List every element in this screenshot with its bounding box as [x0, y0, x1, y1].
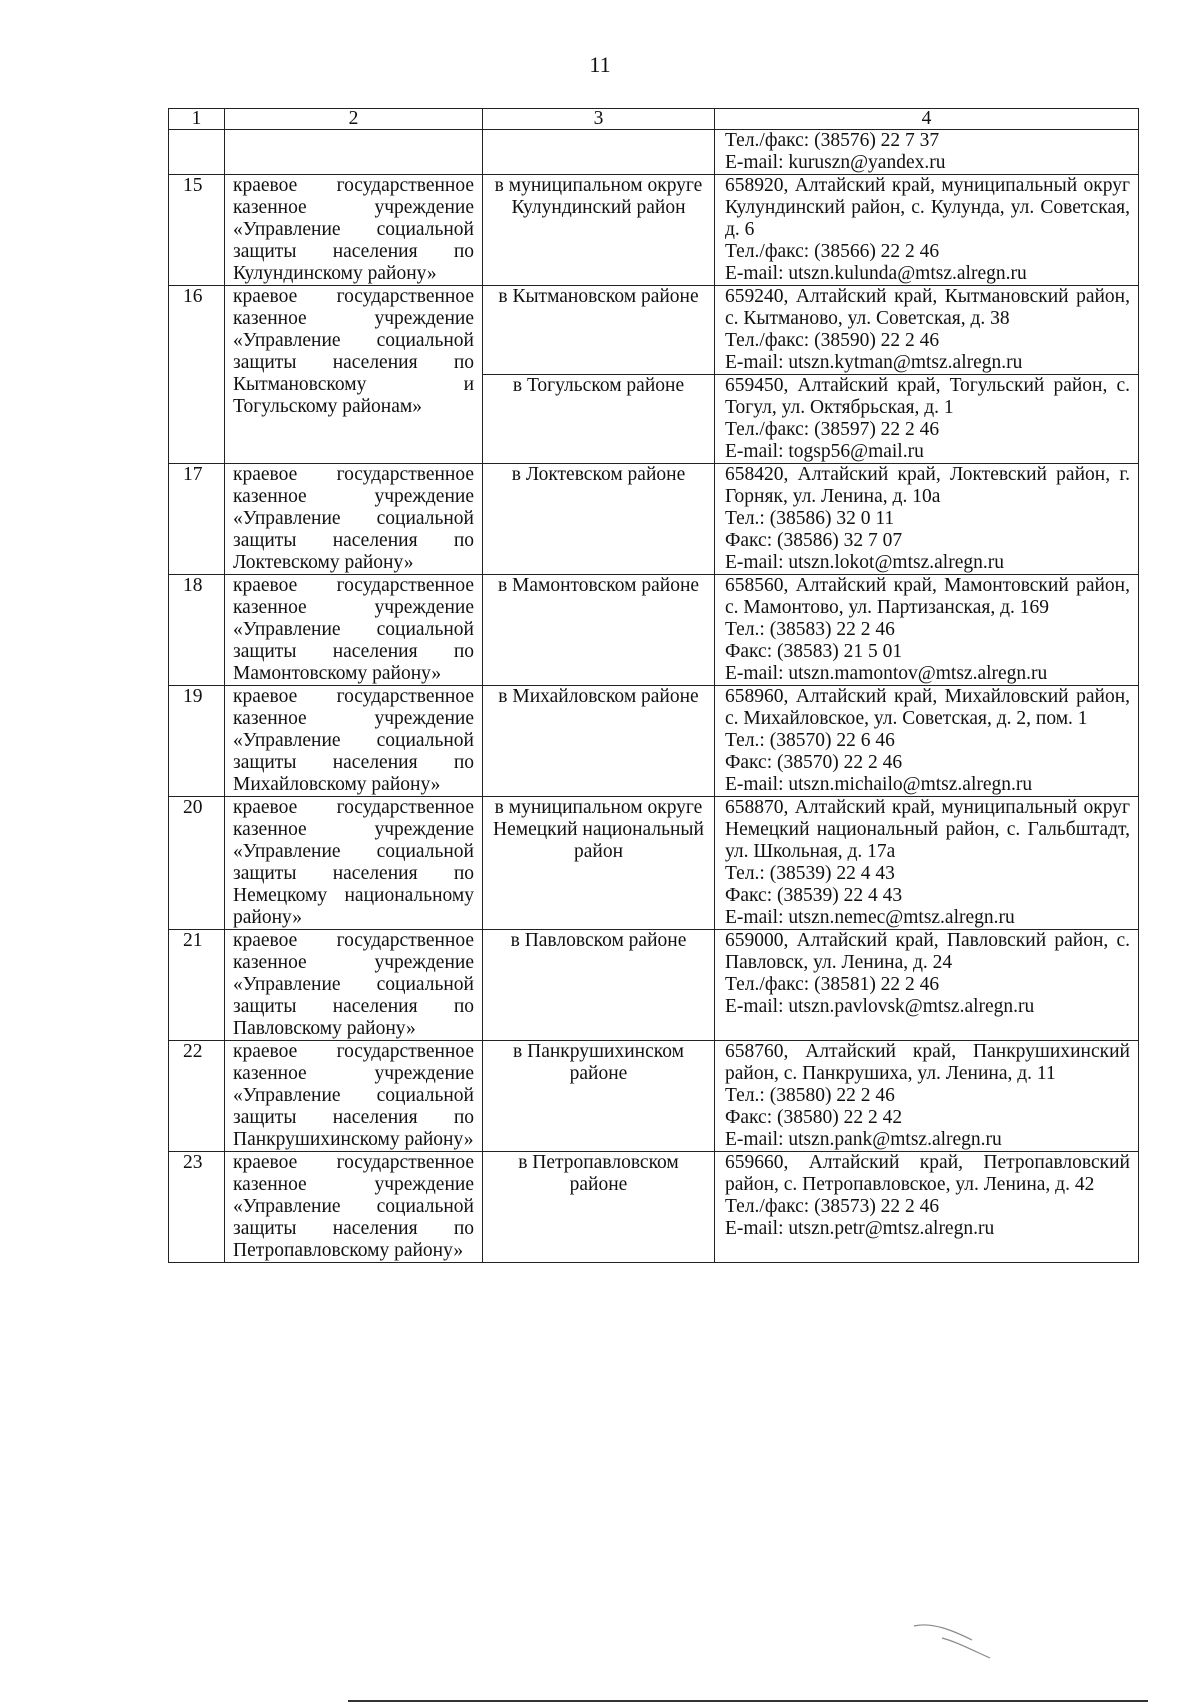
district-name: в Мамонтовском районе: [483, 575, 715, 686]
contact-line: 658960, Алтайский край, Михайловский район, с. Михайловское, ул. Советская, д. 2, пом. 1: [725, 686, 1130, 729]
contact-line: 658420, Алтайский край, Локтевский район, г. Горняк, ул. Ленина, д. 10а: [725, 464, 1130, 507]
contact-line: E-mail: utszn.petr@mtsz.alregn.ru: [725, 1218, 995, 1239]
contact-line: E-mail: utszn.kulunda@mtsz.alregn.ru: [725, 263, 1027, 284]
table-row: [169, 930, 1139, 1041]
table-row: [169, 686, 1139, 797]
contact-line: 659660, Алтайский край, Петропавловский район, с. Петропавловское, ул. Ленина, д. 42: [725, 1152, 1130, 1195]
contact-line: Тел.: (38580) 22 2 46: [725, 1085, 895, 1106]
contact-line: E-mail: kuruszn@yandex.ru: [725, 152, 946, 173]
contact-line: E-mail: utszn.mamontov@mtsz.alregn.ru: [725, 663, 1048, 684]
contact-line: E-mail: utszn.lokot@mtsz.alregn.ru: [725, 552, 1004, 573]
continuation-num-cell: [169, 130, 225, 175]
row-number: 20: [169, 797, 225, 930]
contact-line: Тел./факс: (38576) 22 7 37: [725, 130, 940, 151]
continuation-contacts-cell: [715, 130, 1139, 175]
organization-name: краевое государственное казенное учреждение «Управление социальной защиты населения по Павловскому району»: [225, 930, 483, 1041]
table-row: [169, 286, 1139, 375]
contact-line: Тел./факс: (38566) 22 2 46: [725, 241, 940, 262]
contact-details: [715, 464, 1139, 575]
row-number: 21: [169, 930, 225, 1041]
contact-line: E-mail: utszn.pavlovsk@mtsz.alregn.ru: [725, 996, 1035, 1017]
contact-line: 659000, Алтайский край, Павловский район, с. Павловск, ул. Ленина, д. 24: [725, 930, 1130, 973]
contact-line: Тел.: (38586) 32 0 11: [725, 508, 895, 529]
contact-details: [715, 930, 1139, 1041]
row-number: 19: [169, 686, 225, 797]
district-name: в Павловском районе: [483, 930, 715, 1041]
table-body: [169, 109, 1139, 1263]
column-header-4: 4: [715, 109, 1139, 130]
district-name: в муниципальном округе Немецкий национальный район: [483, 797, 715, 930]
organization-name: краевое государственное казенное учреждение «Управление социальной защиты населения по Немецкому национальному району»: [225, 797, 483, 930]
contact-line: Тел.: (38583) 22 2 46: [725, 619, 895, 640]
district-name: в Михайловском районе: [483, 686, 715, 797]
organization-name: краевое государственное казенное учреждение «Управление социальной защиты населения по Михайловскому району»: [225, 686, 483, 797]
contact-details: [715, 1152, 1139, 1263]
contact-line: E-mail: utszn.nemec@mtsz.alregn.ru: [725, 907, 1015, 928]
organization-name: краевое государственное казенное учреждение «Управление социальной защиты населения по Мамонтовскому району»: [225, 575, 483, 686]
organization-name: краевое государственное казенное учреждение «Управление социальной защиты населения по Локтевскому району»: [225, 464, 483, 575]
table-row: [169, 175, 1139, 286]
contact-line: Тел./факс: (38573) 22 2 46: [725, 1196, 940, 1217]
row-number: 16: [169, 286, 225, 464]
footer-rule: [348, 1700, 1148, 1702]
contact-line: Тел.: (38570) 22 6 46: [725, 730, 895, 751]
contact-line: 658920, Алтайский край, муниципальный округ Кулундинский район, с. Кулунда, ул. Советская, д. 6: [725, 175, 1130, 240]
handwritten-mark: [912, 1620, 992, 1660]
organization-name: краевое государственное казенное учреждение «Управление социальной защиты населения по Кытмановскому и Тогульскому районам»: [225, 286, 483, 464]
contact-line: E-mail: utszn.michailo@mtsz.alregn.ru: [725, 774, 1033, 795]
contact-line: E-mail: togsp56@mail.ru: [725, 441, 924, 462]
contact-line: 659240, Алтайский край, Кытмановский район, с. Кытманово, ул. Советская, д. 38: [725, 286, 1130, 329]
row-number: 15: [169, 175, 225, 286]
organization-name: краевое государственное казенное учреждение «Управление социальной защиты населения по Кулундинскому району»: [225, 175, 483, 286]
continuation-row: [169, 130, 1139, 175]
contact-line: E-mail: utszn.kytman@mtsz.alregn.ru: [725, 352, 1023, 373]
contact-line: Тел./факс: (38597) 22 2 46: [725, 419, 940, 440]
continuation-district-cell: [483, 130, 715, 175]
district-name: в Тогульском районе: [483, 375, 715, 464]
row-number: 23: [169, 1152, 225, 1263]
contact-line: E-mail: utszn.pank@mtsz.alregn.ru: [725, 1129, 1002, 1150]
column-header-1: 1: [169, 109, 225, 130]
column-header-2: 2: [225, 109, 483, 130]
table-row: [169, 1152, 1139, 1263]
contact-line: Тел./факс: (38581) 22 2 46: [725, 974, 940, 995]
contact-details: [715, 375, 1139, 464]
table-row: [169, 797, 1139, 930]
contact-line: Факс: (38570) 22 2 46: [725, 752, 903, 773]
district-name: в Кытмановском районе: [483, 286, 715, 375]
column-header-row: [169, 109, 1139, 130]
contact-line: 659450, Алтайский край, Тогульский район, с. Тогул, ул. Октябрьская, д. 1: [725, 375, 1130, 418]
contact-line: Факс: (38539) 22 4 43: [725, 885, 903, 906]
district-name: в Петропавловском районе: [483, 1152, 715, 1263]
contact-line: Факс: (38583) 21 5 01: [725, 641, 903, 662]
row-number: 22: [169, 1041, 225, 1152]
contact-line: 658560, Алтайский край, Мамонтовский район, с. Мамонтово, ул. Партизанская, д. 169: [725, 575, 1130, 618]
contact-line: Тел.: (38539) 22 4 43: [725, 863, 895, 884]
contact-details: [715, 686, 1139, 797]
district-name: в муниципальном округе Кулундинский район: [483, 175, 715, 286]
district-name: в Панкрушихинском районе: [483, 1041, 715, 1152]
registry-table: [168, 108, 1139, 1263]
contact-line: 658870, Алтайский край, муниципальный округ Немецкий национальный район, с. Гальбштадт, ул. Школьная, д. 17а: [725, 797, 1130, 862]
contact-line: Факс: (38580) 22 2 42: [725, 1107, 903, 1128]
contact-details: [715, 575, 1139, 686]
contact-details: [715, 1041, 1139, 1152]
page-number: 11: [589, 52, 611, 77]
contact-details: [715, 175, 1139, 286]
contact-details: [715, 286, 1139, 375]
contact-line: Факс: (38586) 32 7 07: [725, 530, 903, 551]
row-number: 17: [169, 464, 225, 575]
contact-details: [715, 797, 1139, 930]
organization-name: краевое государственное казенное учреждение «Управление социальной защиты населения по Петропавловскому району»: [225, 1152, 483, 1263]
district-name: в Локтевском районе: [483, 464, 715, 575]
table-row: [169, 464, 1139, 575]
column-header-3: 3: [483, 109, 715, 130]
table-row: [169, 575, 1139, 686]
contact-line: 658760, Алтайский край, Панкрушихинский район, с. Панкрушиха, ул. Ленина, д. 11: [725, 1041, 1130, 1084]
table-row: [169, 1041, 1139, 1152]
contact-line: Тел./факс: (38590) 22 2 46: [725, 330, 940, 351]
continuation-org-cell: [225, 130, 483, 175]
organization-name: краевое государственное казенное учреждение «Управление социальной защиты населения по Панкрушихинскому району»: [225, 1041, 483, 1152]
row-number: 18: [169, 575, 225, 686]
